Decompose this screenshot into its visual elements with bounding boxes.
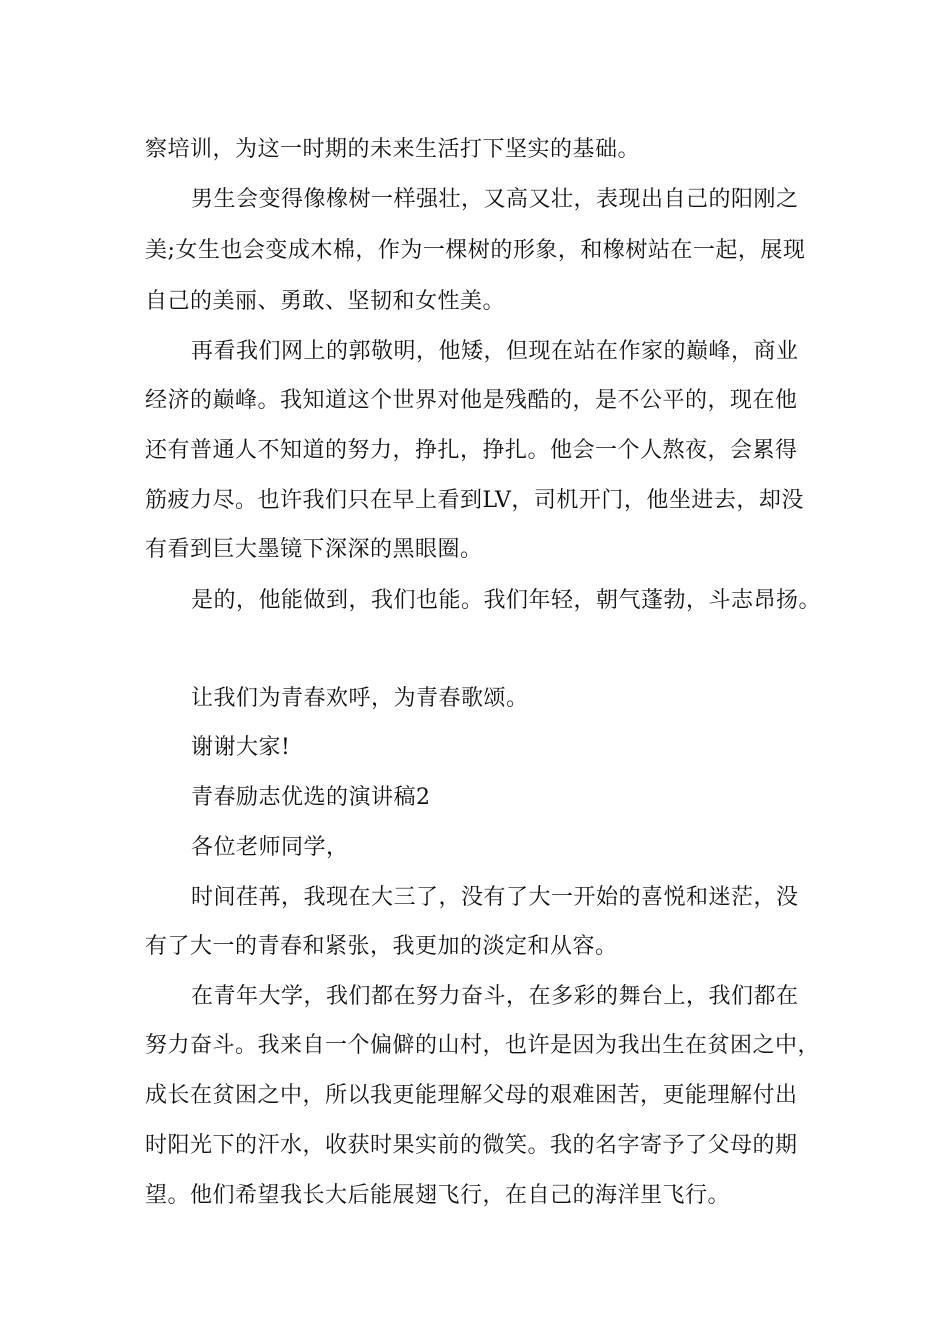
salutation: 各位老师同学，: [191, 835, 349, 860]
text-line: 有了大一的青春和紧张，我更加的淡定和从容。: [145, 934, 618, 959]
text-line: 美;女生也会变成木棉，作为一棵树的形象，和橡树站在一起，展现: [145, 238, 806, 263]
paragraph-start: 再看我们网上的郭敬明，他矮，但现在站在作家的巅峰，商业: [191, 339, 799, 364]
text-line: 努力奋斗。我来自一个偏僻的山村，也许是因为我出生在贫困之中，: [145, 1033, 821, 1058]
paragraph-start: 让我们为青春欢呼，为青春歌颂。: [191, 686, 529, 711]
text-line: 还有普通人不知道的努力，挣扎，挣扎。他会一个人熬夜，会累得: [145, 438, 798, 463]
paragraph-start: 在青年大学，我们都在努力奋斗，在多彩的舞台上，我们都在: [191, 984, 799, 1009]
closing-line: 谢谢大家!: [191, 735, 291, 760]
paragraph-start: 男生会变得像橡树一样强壮，又高又壮，表现出自己的阳刚之: [191, 187, 799, 212]
text-line: 时阳光下的汗水，收获时果实前的微笑。我的名字寄予了父母的期: [145, 1133, 798, 1158]
text-line: 察培训，为这一时期的未来生活打下坚实的基础。: [145, 137, 641, 162]
text-line: 望。他们希望我长大后能展翅飞行，在自己的海洋里飞行。: [145, 1183, 731, 1208]
text-line: 有看到巨大墨镜下深深的黑眼圈。: [145, 537, 483, 562]
text-line: 经济的巅峰。我知道这个世界对他是残酷的，是不公平的，现在他: [145, 388, 798, 413]
text-line: 成长在贫困之中，所以我更能理解父母的艰难困苦，更能理解付出: [145, 1083, 798, 1108]
section-title: 青春励志优选的演讲稿2: [191, 785, 431, 810]
paragraph-start: 是的，他能做到，我们也能。我们年轻，朝气蓬勃，斗志昂扬。: [191, 588, 822, 613]
text-line: 自己的美丽、勇敢、坚韧和女性美。: [145, 289, 506, 314]
paragraph-start: 时间荏苒，我现在大三了，没有了大一开始的喜悦和迷茫，没: [191, 885, 799, 910]
text-line: 筋疲力尽。也许我们只在早上看到LV，司机开门，他坐进去，却没: [145, 488, 804, 513]
